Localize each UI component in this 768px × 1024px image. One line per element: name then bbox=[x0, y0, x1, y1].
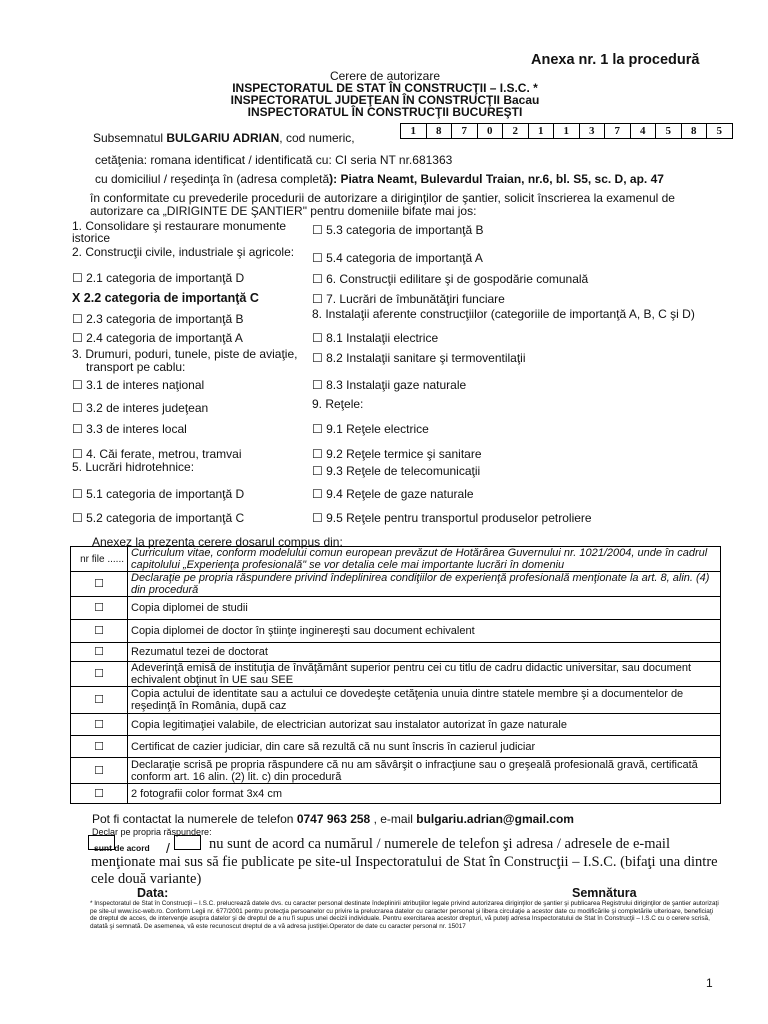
agree-label: sunt de acord bbox=[94, 843, 150, 853]
cnp-digit: 0 bbox=[477, 123, 504, 139]
applicant-name: BULGARIU ADRIAN bbox=[166, 131, 280, 145]
applicant-line bbox=[93, 131, 355, 145]
annex-checkbox[interactable]: ☐ bbox=[71, 784, 128, 804]
annex-checkbox[interactable]: ☐ bbox=[71, 758, 128, 784]
domain-8-3[interactable]: ☐ 8.3 Instalaţii gaze naturale bbox=[312, 378, 467, 392]
table-row bbox=[71, 620, 721, 643]
domain-5-1[interactable]: ☐ 5.1 categoria de importanţă D bbox=[72, 487, 245, 501]
cnp-digit: 8 bbox=[681, 123, 708, 139]
annex-checkbox[interactable]: ☐ bbox=[71, 572, 128, 597]
domain-5-3[interactable]: ☐ 5.3 categoria de importanţă B bbox=[312, 223, 484, 237]
page-number: 1 bbox=[706, 976, 713, 990]
domain-9-1[interactable]: ☐ 9.1 Reţele electrice bbox=[312, 422, 429, 436]
header-line-2: INSPECTORATUL DE STAT ÎN CONSTRUCŢII – I.S.C. * bbox=[232, 81, 538, 95]
annex-item: Copia legitimaţiei valabile, de electrician autorizat sau instalator autorizat în gaze naturale bbox=[128, 714, 721, 736]
table-row bbox=[71, 687, 721, 714]
table-row bbox=[71, 662, 721, 687]
annex-checkbox[interactable]: ☐ bbox=[71, 620, 128, 643]
domain-9-2[interactable]: ☐ 9.2 Reţele termice şi sanitare bbox=[312, 447, 482, 461]
email-label: , e-mail bbox=[373, 812, 413, 826]
annex-checkbox[interactable]: ☐ bbox=[71, 662, 128, 687]
gdpr-note: * Inspectoratul de Stat în Construcţii – I.S.C. prelucrează datele dvs. cu caracter personal destinate îndeplinirii atribuţiilor legale privind autorizarea diriginţilor de şantier şi publicarea Registrului diriginţilor de şantier autorizaţi pe site-ul www.isc-web.ro. Conform Legii nr. 677/2001 pentru protecţia persoanelor cu privire la prelucrarea datelor cu caracter personal şi libera circulaţie a acestor date cu modificările şi completările ulterioare, beneficiaţi de dreptul de acces, de intervenţie asupra datelor şi de dreptul de a nu fi supus unei decizii individuale. Pentru exercitarea acestor drepturi, vă puteţi adresa Inspectoratului de Stat în Construcţii – I.S.C cu o cerere scrisă, datată şi semnată. De asemenea, vă este recunoscut dreptul de a vă adresa justiţiei.Operator de date cu caracter personal nr. 15017 bbox=[90, 900, 719, 930]
domain-2-2[interactable]: X 2.2 categoria de importanţă C bbox=[72, 291, 259, 305]
email-value: bulgariu.adrian@gmail.com bbox=[416, 812, 574, 826]
domain-5-2[interactable]: ☐ 5.2 categoria de importanţă C bbox=[72, 511, 245, 525]
cnp-digit: 7 bbox=[451, 123, 478, 139]
consent-text: nu sunt de acord ca numărul / numerele de telefon şi adresa / adresele de e-mail menţionate mai sus să fie publicate pe site-ul Inspectoratului de Stat în Construcţii – I.S.C. (bifaţi una dintre cele două variante) bbox=[91, 836, 718, 887]
table-row bbox=[71, 597, 721, 620]
citizenship-line: cetăţenia: romana identificat / identificată cu: CI seria NT nr.681363 bbox=[95, 153, 453, 167]
cnp-digit: 2 bbox=[502, 123, 529, 139]
contact-line bbox=[92, 812, 574, 826]
phone-value: 0747 963 258 bbox=[296, 812, 371, 826]
annex-item: Certificat de cazier judiciar, din care să rezultă că nu sunt înscris în cazierul judiciar bbox=[128, 736, 721, 758]
domain-9-3[interactable]: ☐ 9.3 Reţele de telecomunicaţii bbox=[312, 464, 481, 478]
annex-item: Rezumatul tezei de doctorat bbox=[128, 643, 721, 662]
domain-8-1[interactable]: ☐ 8.1 Instalaţii electrice bbox=[312, 331, 439, 345]
phone-label: Pot fi contactat la numerele de telefon bbox=[92, 812, 294, 826]
table-row bbox=[71, 784, 721, 804]
annex-checkbox[interactable]: ☐ bbox=[71, 714, 128, 736]
nr-file-header: nr file ...... bbox=[71, 547, 128, 572]
cnp-digit: 8 bbox=[426, 123, 453, 139]
request-intro: în conformitate cu prevederile procedurii de autorizare a diriginţilor de şantier, solicit înscrierea la examenul de autorizare ca „DIRIGINTE DE ŞANTIER" pentru domeniile bifate mai jos: bbox=[90, 191, 675, 218]
domain-5: 5. Lucrări hidrotehnice: bbox=[72, 460, 195, 474]
declaration-label: Declar pe propria răspundere: bbox=[92, 827, 212, 837]
annex-title: Anexa nr. 1 la procedură bbox=[531, 52, 700, 68]
header-line-1: Cerere de autorizare bbox=[329, 69, 441, 83]
domain-8-2[interactable]: ☐ 8.2 Instalaţii sanitare şi termoventilaţii bbox=[312, 351, 526, 365]
header-line-3: INSPECTORATUL JUDEŢEAN ÎN CONSTRUCŢII Bacau bbox=[230, 93, 540, 107]
domain-8: 8. Instalaţii aferente construcţiilor (categoriile de importanţă A, B, C şi D) bbox=[312, 307, 695, 321]
domain-3-1[interactable]: ☐ 3.1 de interes naţional bbox=[72, 378, 205, 392]
domain-9: 9. Reţele: bbox=[312, 397, 364, 411]
cnp-digit: 5 bbox=[706, 123, 733, 139]
annex-item: Copia diplomei de doctor în ştiinţe inginereşti sau document echivalent bbox=[128, 620, 721, 643]
table-row bbox=[71, 547, 721, 572]
domain-4[interactable]: ☐ 4. Căi ferate, metrou, tramvai bbox=[72, 447, 242, 461]
cnp-digit: 1 bbox=[553, 123, 580, 139]
annex-item: Curriculum vitae, conform modelului comun european prevăzut de Hotărârea Guvernului nr. 1021/2004, unde în cadrul capitolului „Experienţa profesională" se vor detalia cele mai importante lucrări în domeniu bbox=[128, 547, 721, 572]
domain-9-4[interactable]: ☐ 9.4 Reţele de gaze naturale bbox=[312, 487, 474, 501]
annex-item: Declaraţie pe propria răspundere privind îndeplinirea condiţiilor de experienţă profesională menţionate la art. 8, alin. (4) din procedură bbox=[128, 572, 721, 597]
address-value: ): Piatra Neamt, Bulevardul Traian, nr.6, bl. S5, sc. D, ap. 47 bbox=[329, 172, 664, 186]
address-line bbox=[95, 172, 664, 186]
slash: / bbox=[166, 840, 170, 856]
domain-9-5[interactable]: ☐ 9.5 Reţele pentru transportul produselor petroliere bbox=[312, 511, 592, 525]
domain-2-4[interactable]: ☐ 2.4 categoria de importanţă A bbox=[72, 331, 243, 345]
header-line-4: INSPECTORATUL ÎN CONSTRUCŢII BUCUREŞTI bbox=[247, 105, 523, 119]
domain-3-2[interactable]: ☐ 3.2 de interes judeţean bbox=[72, 401, 209, 415]
domain-7[interactable]: ☐ 7. Lucrări de îmbunătăţiri funciare bbox=[312, 292, 505, 306]
signature-label: Semnătura bbox=[572, 886, 637, 900]
domain-3: 3. Drumuri, poduri, tunele, piste de aviaţie, bbox=[72, 347, 298, 361]
annex-item: Copia diplomei de studii bbox=[128, 597, 721, 620]
cnp-boxes bbox=[401, 123, 733, 139]
table-row bbox=[71, 736, 721, 758]
annex-item: Copia actului de identitate sau a actului ce dovedeşte cetăţenia unuia dintre statele membre şi a documentelor de reşedinţă în România, după caz bbox=[128, 687, 721, 714]
table-row bbox=[71, 643, 721, 662]
applicant-prefix: Subsemnatul bbox=[93, 131, 164, 145]
domain-1: 1. Consolidare şi restaurare monumente istorice bbox=[72, 219, 287, 245]
cnp-digit: 3 bbox=[579, 123, 606, 139]
annex-table bbox=[70, 546, 721, 804]
annex-intro: Anexez la prezenta cerere dosarul compus din: bbox=[92, 535, 343, 549]
domain-3-3[interactable]: ☐ 3.3 de interes local bbox=[72, 422, 187, 436]
cod-label: , cod numeric, bbox=[279, 131, 355, 145]
annex-item: Declaraţie scrisă pe propria răspundere că nu am săvârşit o infracţiune sau o greşeală profesională gravă, certificată conform art. 16 alin. (2) lit. c) din procedură bbox=[128, 758, 721, 784]
table-row bbox=[71, 714, 721, 736]
domain-3-cont: transport pe cablu: bbox=[86, 360, 186, 374]
annex-checkbox[interactable]: ☐ bbox=[71, 597, 128, 620]
domain-5-4[interactable]: ☐ 5.4 categoria de importanţă A bbox=[312, 251, 483, 265]
cnp-digit: 7 bbox=[604, 123, 631, 139]
annex-item: 2 fotografii color format 3x4 cm bbox=[128, 784, 721, 804]
domain-2-1[interactable]: ☐ 2.1 categoria de importanţă D bbox=[72, 271, 245, 285]
table-row bbox=[71, 758, 721, 784]
annex-checkbox[interactable]: ☐ bbox=[71, 736, 128, 758]
domain-2: 2. Construcţii civile, industriale şi agricole: bbox=[72, 245, 295, 259]
cnp-digit: 1 bbox=[528, 123, 555, 139]
table-row bbox=[71, 572, 721, 597]
annex-item: Adeverinţă emisă de instituţia de învăţământ superior pentru cei cu titlu de cadru didactic universitar, sau document echivalent obţinut în UE sau SEE bbox=[128, 662, 721, 687]
annex-checkbox[interactable]: ☐ bbox=[71, 643, 128, 662]
address-label: cu domiciliul / reşedinţa în (adresa completă bbox=[95, 172, 330, 186]
cnp-digit: 1 bbox=[400, 123, 427, 139]
domain-2-3[interactable]: ☐ 2.3 categoria de importanţă B bbox=[72, 312, 244, 326]
cnp-digit: 4 bbox=[630, 123, 657, 139]
annex-checkbox[interactable]: ☐ bbox=[71, 687, 128, 714]
date-label: Data: bbox=[137, 886, 169, 900]
cnp-digit: 5 bbox=[655, 123, 682, 139]
domain-6[interactable]: ☐ 6. Construcţii edilitare şi de gospodărie comunală bbox=[312, 272, 589, 286]
